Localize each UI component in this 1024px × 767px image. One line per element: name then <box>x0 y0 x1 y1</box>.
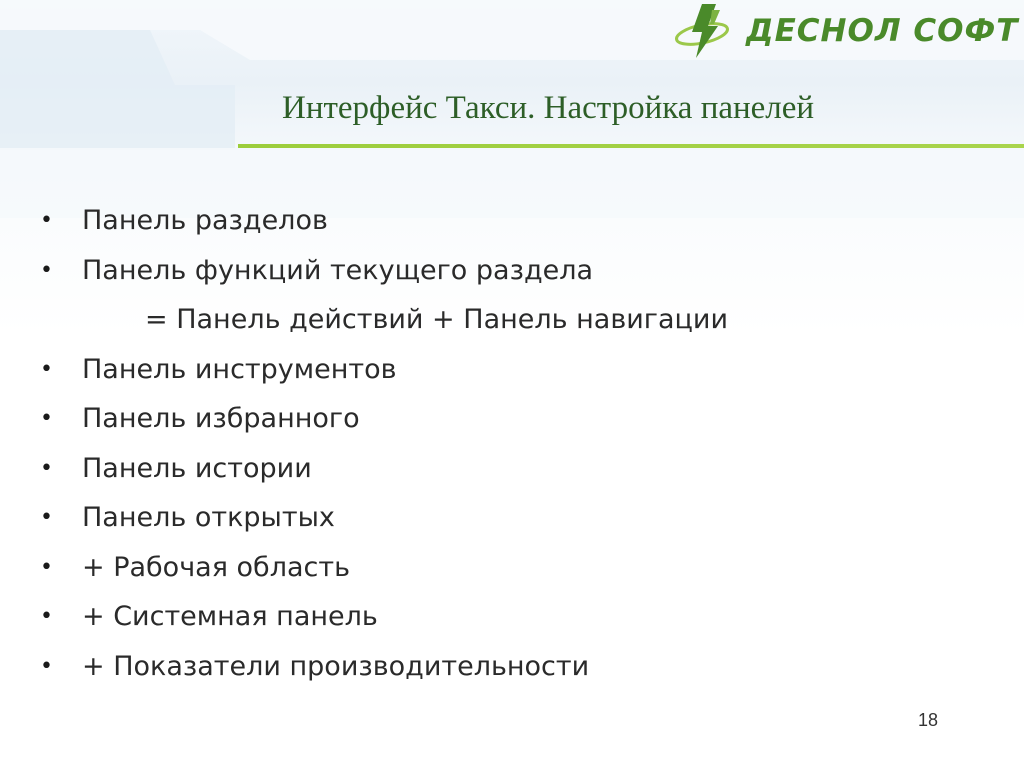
bullet-item <box>40 493 728 543</box>
lightning-logo-icon <box>672 2 742 60</box>
title-underline <box>238 144 1024 148</box>
bullet-text: + Показатели производительности <box>82 650 590 682</box>
bullet-text: Панель инструментов <box>82 353 397 385</box>
bullet-marker: • <box>40 406 53 432</box>
bullet-text: + Системная панель <box>82 601 378 633</box>
bullet-marker: • <box>40 208 53 234</box>
bullet-item <box>40 196 728 246</box>
slide-title: Интерфейс Такси. Настройка панелей <box>282 90 815 126</box>
bullet-text: Панель открытых <box>82 502 335 534</box>
bullet-sub-line: = Панель действий + Панель навигации <box>145 304 728 336</box>
bullet-item <box>40 345 728 395</box>
bullet-list <box>40 196 728 691</box>
bullet-text: Панель функций текущего раздела <box>82 254 594 286</box>
logo-text: ДЕСНОЛ СОФТ <box>746 13 1019 49</box>
bullet-item <box>40 592 728 642</box>
bullet-text: Панель истории <box>82 452 312 484</box>
page-number: 18 <box>918 710 939 730</box>
bullet-text: Панель разделов <box>82 205 328 237</box>
bullet-text: + Рабочая область <box>82 551 350 583</box>
bullet-item <box>40 444 728 494</box>
background-shape-left <box>0 30 235 148</box>
bullet-item <box>40 543 728 593</box>
bullet-marker: • <box>40 505 53 531</box>
bullet-marker: • <box>40 257 53 283</box>
bullet-marker: • <box>40 653 53 679</box>
bullet-marker: • <box>40 356 53 382</box>
bullet-item <box>40 246 728 296</box>
bullet-text: Панель избранного <box>82 403 360 435</box>
company-logo <box>672 2 1022 60</box>
bullet-item <box>40 642 728 692</box>
bullet-marker: • <box>40 604 53 630</box>
bullet-marker: • <box>40 455 53 481</box>
bullet-item <box>40 394 728 444</box>
bullet-marker: • <box>40 554 53 580</box>
